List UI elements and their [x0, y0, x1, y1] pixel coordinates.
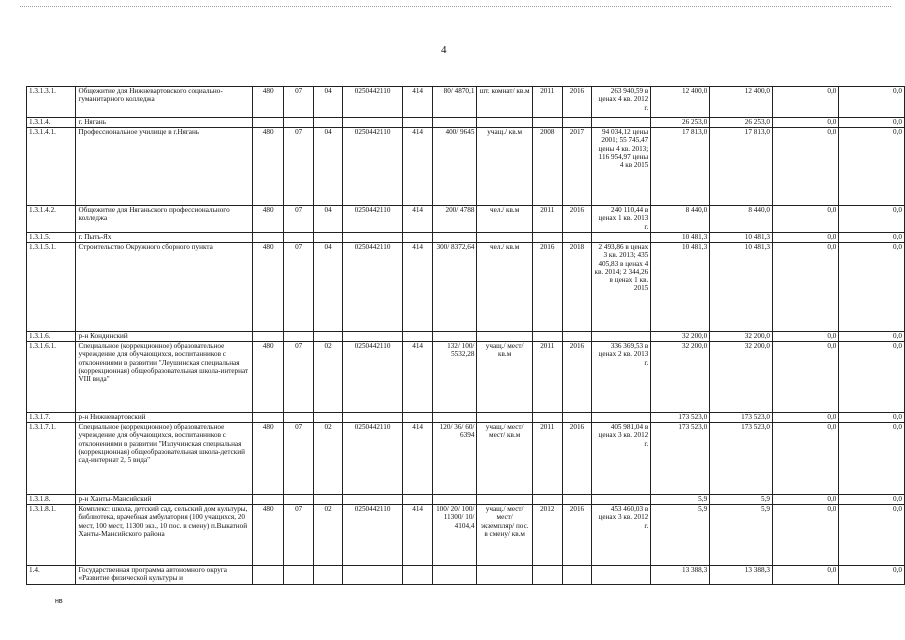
amount-year-1: 12 400,0	[710, 87, 773, 118]
row-code: 1.3.1.4.1.	[27, 128, 76, 206]
capacity-unit	[477, 233, 532, 243]
section-code	[283, 413, 313, 423]
object-name: г. Нягань	[76, 118, 253, 128]
ministry-code	[253, 495, 284, 505]
target-article-code: 0250442110	[342, 87, 402, 118]
end-year	[562, 233, 592, 243]
object-name: Специальное (коррекционное) образовательное учреждение для обучающихся, воспитанников с отклонениями в развитии "Излучинская специальная (коррекционная) общеобразовательная школа-детский сад-интернат 2, 5 вида"	[76, 423, 253, 495]
ministry-code	[253, 233, 284, 243]
amount-year-1: 173 523,0	[710, 423, 773, 495]
table-row	[27, 566, 905, 585]
table-row	[27, 206, 905, 233]
capacity: 120/ 36/ 60/ 6394	[432, 423, 477, 495]
capacity-unit: учащ./ мест/ мест/ кв.м	[477, 423, 532, 495]
expense-type-code: 414	[403, 128, 433, 206]
row-code: 1.3.1.6.	[27, 332, 76, 342]
table-row	[27, 332, 905, 342]
object-name: Общежитие для Нижневартовского социально-гуманитарного колледжа	[76, 87, 253, 118]
estimated-cost: 336 369,53 в ценах 2 кв. 2013 г.	[592, 342, 651, 413]
expense-type-code	[403, 495, 433, 505]
start-year	[532, 566, 562, 585]
amount-year-3: 0,0	[839, 243, 905, 332]
table-row	[27, 87, 905, 118]
ministry-code	[253, 413, 284, 423]
amount-year-1: 26 253,0	[710, 118, 773, 128]
start-year: 2011	[532, 206, 562, 233]
target-article-code: 0250442110	[342, 206, 402, 233]
row-code: 1.3.1.6.1.	[27, 342, 76, 413]
estimated-cost	[592, 118, 651, 128]
end-year: 2016	[562, 87, 592, 118]
end-year: 2017	[562, 128, 592, 206]
capacity: 400/ 9645	[432, 128, 477, 206]
table-row	[27, 505, 905, 566]
estimated-cost: 94 034,12 цены 2001; 55 745,47 цены 4 кв. 2013; 116 954,97 цены 4 кв 2015	[592, 128, 651, 206]
object-name: Государственная программа автономного округа «Развитие физической культуры и	[76, 566, 253, 585]
amount-year-2: 0,0	[772, 233, 838, 243]
section-code	[283, 233, 313, 243]
footer-initials: нв	[55, 598, 63, 605]
expense-type-code	[403, 118, 433, 128]
ministry-code	[253, 332, 284, 342]
amount-year-1: 8 440,0	[710, 206, 773, 233]
object-name: р-н Нижневартовский	[76, 413, 253, 423]
subsection-code	[314, 566, 343, 585]
subsection-code	[314, 495, 343, 505]
subsection-code: 04	[314, 243, 343, 332]
row-code: 1.3.1.4.	[27, 118, 76, 128]
capacity: 100/ 20/ 100/ 11300/ 10/ 4104,4	[432, 505, 477, 566]
section-code: 07	[283, 342, 313, 413]
amount-year-2: 0,0	[772, 243, 838, 332]
subsection-code	[314, 118, 343, 128]
target-article-code	[342, 495, 402, 505]
capacity	[432, 566, 477, 585]
row-code: 1.3.1.7.	[27, 413, 76, 423]
capacity-unit: чел./ кв.м	[477, 243, 532, 332]
row-code: 1.3.1.8.1.	[27, 505, 76, 566]
estimated-cost	[592, 413, 651, 423]
ministry-code: 480	[253, 206, 284, 233]
capacity-unit: чел./ кв.м	[477, 206, 532, 233]
subsection-code	[314, 413, 343, 423]
capacity-unit	[477, 332, 532, 342]
amount-year-1: 5,9	[710, 505, 773, 566]
amount-year-3: 0,0	[839, 206, 905, 233]
object-name: Общежитие для Няганьского профессионального колледжа	[76, 206, 253, 233]
amount-year-2: 0,0	[772, 332, 838, 342]
capacity-unit: учащ./ мест/ мест/ экземпляр/ пос. в смену/ кв.м	[477, 505, 532, 566]
capacity	[432, 495, 477, 505]
estimated-cost: 405 981,04 в ценах 3 кв. 2012 г.	[592, 423, 651, 495]
expense-type-code	[403, 566, 433, 585]
capacity: 132/ 100/ 5532,28	[432, 342, 477, 413]
section-code	[283, 118, 313, 128]
estimated-cost: 263 940,59 в ценах 4 кв. 2012 г.	[592, 87, 651, 118]
subsection-code: 02	[314, 505, 343, 566]
end-year: 2016	[562, 423, 592, 495]
amount-year-3: 0,0	[839, 87, 905, 118]
estimated-cost	[592, 332, 651, 342]
start-year	[532, 233, 562, 243]
row-code: 1.3.1.5.	[27, 233, 76, 243]
start-year: 2012	[532, 505, 562, 566]
subsection-code: 04	[314, 87, 343, 118]
amount-year-1: 17 813,0	[710, 128, 773, 206]
expense-type-code: 414	[403, 423, 433, 495]
section-code: 07	[283, 505, 313, 566]
end-year: 2016	[562, 342, 592, 413]
amount-year-2: 0,0	[772, 413, 838, 423]
target-article-code: 0250442110	[342, 423, 402, 495]
subsection-code: 02	[314, 342, 343, 413]
start-year: 2011	[532, 342, 562, 413]
start-year: 2011	[532, 87, 562, 118]
row-code: 1.3.1.4.2.	[27, 206, 76, 233]
capacity-unit	[477, 566, 532, 585]
ministry-code	[253, 118, 284, 128]
start-year	[532, 118, 562, 128]
expense-type-code: 414	[403, 206, 433, 233]
total-amount: 8 440,0	[651, 206, 710, 233]
capacity: 300/ 8372,64	[432, 243, 477, 332]
ministry-code: 480	[253, 87, 284, 118]
ministry-code: 480	[253, 128, 284, 206]
estimated-cost	[592, 566, 651, 585]
amount-year-3: 0,0	[839, 233, 905, 243]
start-year: 2011	[532, 423, 562, 495]
target-article-code	[342, 118, 402, 128]
table-row	[27, 118, 905, 128]
scan-top-edge	[20, 6, 891, 7]
section-code	[283, 495, 313, 505]
capacity-unit: учащ./ мест/ кв.м	[477, 342, 532, 413]
subsection-code: 04	[314, 206, 343, 233]
amount-year-2: 0,0	[772, 566, 838, 585]
amount-year-3: 0,0	[839, 495, 905, 505]
page-number: 4	[441, 44, 447, 56]
row-code: 1.4.	[27, 566, 76, 585]
start-year: 2008	[532, 128, 562, 206]
table-row	[27, 342, 905, 413]
total-amount: 10 481,3	[651, 243, 710, 332]
table-row	[27, 128, 905, 206]
amount-year-2: 0,0	[772, 342, 838, 413]
total-amount: 5,9	[651, 495, 710, 505]
start-year	[532, 413, 562, 423]
estimated-cost: 453 460,03 в ценах 3 кв. 2012 г.	[592, 505, 651, 566]
subsection-code: 04	[314, 128, 343, 206]
table-row	[27, 233, 905, 243]
amount-year-1: 5,9	[710, 495, 773, 505]
expense-type-code: 414	[403, 505, 433, 566]
budget-table	[26, 86, 905, 585]
expense-type-code: 414	[403, 342, 433, 413]
section-code	[283, 566, 313, 585]
row-code: 1.3.1.5.1.	[27, 243, 76, 332]
section-code	[283, 332, 313, 342]
expense-type-code	[403, 413, 433, 423]
subsection-code	[314, 332, 343, 342]
target-article-code	[342, 332, 402, 342]
end-year	[562, 332, 592, 342]
section-code: 07	[283, 87, 313, 118]
target-article-code: 0250442110	[342, 243, 402, 332]
ministry-code: 480	[253, 243, 284, 332]
ministry-code: 480	[253, 505, 284, 566]
end-year	[562, 118, 592, 128]
amount-year-2: 0,0	[772, 128, 838, 206]
object-name: г. Пыть-Ях	[76, 233, 253, 243]
table-row	[27, 413, 905, 423]
amount-year-2: 0,0	[772, 87, 838, 118]
expense-type-code	[403, 332, 433, 342]
target-article-code: 0250442110	[342, 505, 402, 566]
capacity-unit: учащ./ кв.м	[477, 128, 532, 206]
ministry-code	[253, 566, 284, 585]
total-amount: 32 200,0	[651, 342, 710, 413]
target-article-code: 0250442110	[342, 128, 402, 206]
amount-year-1: 13 388,3	[710, 566, 773, 585]
capacity	[432, 413, 477, 423]
row-code: 1.3.1.7.1.	[27, 423, 76, 495]
end-year	[562, 413, 592, 423]
capacity-unit	[477, 118, 532, 128]
total-amount: 5,9	[651, 505, 710, 566]
target-article-code	[342, 566, 402, 585]
end-year	[562, 495, 592, 505]
total-amount: 26 253,0	[651, 118, 710, 128]
capacity	[432, 233, 477, 243]
subsection-code: 02	[314, 423, 343, 495]
capacity-unit	[477, 495, 532, 505]
estimated-cost	[592, 233, 651, 243]
capacity-unit: шт. комнат/ кв.м	[477, 87, 532, 118]
amount-year-1: 32 200,0	[710, 332, 773, 342]
object-name: р-н Кондинский	[76, 332, 253, 342]
amount-year-1: 10 481,3	[710, 233, 773, 243]
total-amount: 173 523,0	[651, 413, 710, 423]
section-code: 07	[283, 206, 313, 233]
estimated-cost	[592, 495, 651, 505]
amount-year-2: 0,0	[772, 423, 838, 495]
total-amount: 17 813,0	[651, 128, 710, 206]
end-year: 2018	[562, 243, 592, 332]
target-article-code	[342, 413, 402, 423]
total-amount: 10 481,3	[651, 233, 710, 243]
ministry-code: 480	[253, 423, 284, 495]
total-amount: 12 400,0	[651, 87, 710, 118]
start-year	[532, 495, 562, 505]
amount-year-2: 0,0	[772, 118, 838, 128]
section-code: 07	[283, 128, 313, 206]
total-amount: 173 523,0	[651, 423, 710, 495]
section-code: 07	[283, 243, 313, 332]
amount-year-2: 0,0	[772, 206, 838, 233]
amount-year-2: 0,0	[772, 495, 838, 505]
object-name: р-н Ханты-Мансийский	[76, 495, 253, 505]
total-amount: 32 200,0	[651, 332, 710, 342]
table-row	[27, 243, 905, 332]
expense-type-code: 414	[403, 243, 433, 332]
row-code: 1.3.1.3.1.	[27, 87, 76, 118]
total-amount: 13 388,3	[651, 566, 710, 585]
capacity	[432, 118, 477, 128]
capacity-unit	[477, 413, 532, 423]
object-name: Профессиональное училище в г.Нягань	[76, 128, 253, 206]
object-name: Комплекс: школа, детский сад, сельский дом культуры, библиотека, врачебная амбулатория (100 учащихся, 20 мест, 100 мест, 11300 экз., 10 пос. в смену) п.Выкатной Ханты-Мансийского района	[76, 505, 253, 566]
amount-year-1: 32 200,0	[710, 342, 773, 413]
start-year: 2016	[532, 243, 562, 332]
capacity	[432, 332, 477, 342]
section-code: 07	[283, 423, 313, 495]
ministry-code: 480	[253, 342, 284, 413]
target-article-code	[342, 233, 402, 243]
amount-year-3: 0,0	[839, 413, 905, 423]
target-article-code: 0250442110	[342, 342, 402, 413]
estimated-cost: 2 493,86 в ценах 3 кв. 2013; 435 405,83 в ценах 4 кв. 2014; 2 344,26 в ценах 1 кв. 2015	[592, 243, 651, 332]
end-year	[562, 566, 592, 585]
object-name: Строительство Окружного сборного пункта	[76, 243, 253, 332]
table-row	[27, 423, 905, 495]
subsection-code	[314, 233, 343, 243]
capacity: 80/ 4870,1	[432, 87, 477, 118]
table-body	[27, 87, 905, 585]
estimated-cost: 240 110,44 в ценах 1 кв. 2013 г.	[592, 206, 651, 233]
amount-year-3: 0,0	[839, 505, 905, 566]
end-year: 2016	[562, 505, 592, 566]
row-code: 1.3.1.8.	[27, 495, 76, 505]
amount-year-3: 0,0	[839, 342, 905, 413]
amount-year-3: 0,0	[839, 423, 905, 495]
expense-type-code: 414	[403, 87, 433, 118]
amount-year-3: 0,0	[839, 128, 905, 206]
capacity: 200/ 4788	[432, 206, 477, 233]
amount-year-3: 0,0	[839, 118, 905, 128]
amount-year-3: 0,0	[839, 332, 905, 342]
amount-year-1: 10 481,3	[710, 243, 773, 332]
end-year: 2016	[562, 206, 592, 233]
amount-year-1: 173 523,0	[710, 413, 773, 423]
expense-type-code	[403, 233, 433, 243]
table-row	[27, 495, 905, 505]
amount-year-3: 0,0	[839, 566, 905, 585]
object-name: Специальное (коррекционное) образовательное учреждение для обучающихся, воспитанников с отклонениями в развитии "Леушинская специальная (коррекционная) общеобразовательная школа-интернат VIII вида"	[76, 342, 253, 413]
amount-year-2: 0,0	[772, 505, 838, 566]
start-year	[532, 332, 562, 342]
